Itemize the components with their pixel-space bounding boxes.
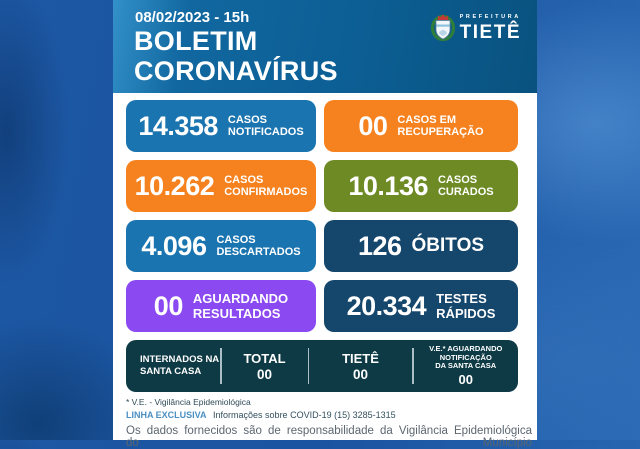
stat-label [411, 234, 485, 256]
logo-city-name: TIETÊ [459, 21, 521, 43]
ve-footnote: * V.E. - Vigilância Epidemiológica [126, 397, 251, 407]
stat-label-line1: TESTES [436, 291, 487, 306]
col-label: TOTAL [243, 350, 286, 366]
bulletin-date: 08/02/2023 - 15h [135, 9, 250, 26]
stat-card-testes-rapidos [324, 280, 518, 332]
stat-value: 126 [357, 230, 402, 261]
stat-label [228, 114, 304, 139]
stat-label [397, 114, 483, 139]
tiete-crest-icon [430, 11, 456, 46]
stat-value: 14.358 [138, 110, 218, 141]
col-value: 00 [458, 371, 473, 387]
bulletin-header [113, 0, 537, 93]
stat-value: 10.262 [134, 170, 215, 201]
stat-label-line2: NOTIFICADOS [227, 126, 304, 138]
stat-card-casos-curados [324, 160, 518, 212]
page-title [134, 26, 338, 86]
hotline-row [126, 410, 532, 420]
stat-label-line1: CASOS [227, 113, 268, 126]
title-line1: BOLETIM [134, 26, 258, 56]
stat-value: 00 [358, 110, 388, 141]
stat-label-line2: RECUPERAÇÃO [397, 126, 484, 138]
bulletin-panel [113, 0, 537, 449]
stat-label [224, 174, 307, 199]
col-label: TIETÊ [342, 350, 379, 366]
stat-value: 4.096 [141, 230, 207, 261]
stat-label-line2: RÁPIDOS [436, 306, 496, 321]
col-value: 00 [256, 366, 273, 382]
hospital-title-line1: INTERNADOS NA [140, 354, 220, 365]
hospital-bar-title [126, 340, 220, 392]
title-line2: CORONAVÍRUS [134, 56, 338, 86]
hotline-label: LINHA EXCLUSIVA [126, 410, 207, 420]
stat-card-aguardando-resultados [126, 280, 316, 332]
hospital-title-line2: SANTA CASA [140, 366, 202, 377]
stat-value: 20.334 [346, 290, 427, 321]
stat-card-casos-confirmados [126, 160, 316, 212]
hotline-info: Informações sobre COVID-19 (15) 3285-1315 [213, 410, 396, 420]
stat-card-casos-descartados [126, 220, 316, 272]
col-label-line1: V.E.* AGUARDANDO [429, 344, 503, 354]
stat-value: 00 [153, 290, 183, 321]
hospital-col-total [222, 340, 308, 392]
stat-label-line1: CASOS EM [397, 113, 457, 126]
stat-label-line2: CONFIRMADOS [224, 186, 308, 198]
col-label-line3: DA SANTA CASA [435, 361, 497, 371]
col-label-line2: NOTIFICAÇÃO [439, 352, 492, 362]
stat-label [216, 234, 300, 259]
stat-label-line1: CASOS [216, 233, 256, 246]
stat-cards-grid [126, 100, 518, 332]
hospital-admissions-bar [126, 340, 518, 392]
stat-card-casos-notificados [126, 100, 316, 152]
stat-label-line1: CASOS [224, 173, 264, 186]
stat-label-line1: AGUARDANDO [192, 291, 289, 306]
hospital-col-tiete [309, 340, 412, 392]
footer [126, 397, 532, 449]
logo-wordmark [460, 15, 521, 42]
stat-label-line1: ÓBITOS [411, 234, 485, 256]
stat-card-casos-em-recuperacao [324, 100, 518, 152]
prefeitura-tiete-logo [430, 11, 521, 46]
stat-label [436, 291, 495, 321]
logo-pretitle: PREFEITURA [459, 14, 521, 21]
disclaimer-text: Os dados fornecidos são de responsabilidade da Vigilância Epidemiológica do Município [126, 425, 532, 449]
stat-value: 10.136 [348, 170, 428, 201]
stat-label [193, 291, 288, 321]
stat-card-obitos [324, 220, 518, 272]
hospital-col-ve-aguardando [414, 340, 519, 392]
stat-label-line2: CURADOS [437, 186, 494, 198]
stat-label [438, 174, 494, 199]
col-value: 00 [352, 366, 369, 382]
stat-label-line1: CASOS [437, 173, 478, 186]
stat-label-line2: DESCARTADOS [216, 246, 301, 258]
stat-label-line2: RESULTADOS [192, 306, 281, 321]
